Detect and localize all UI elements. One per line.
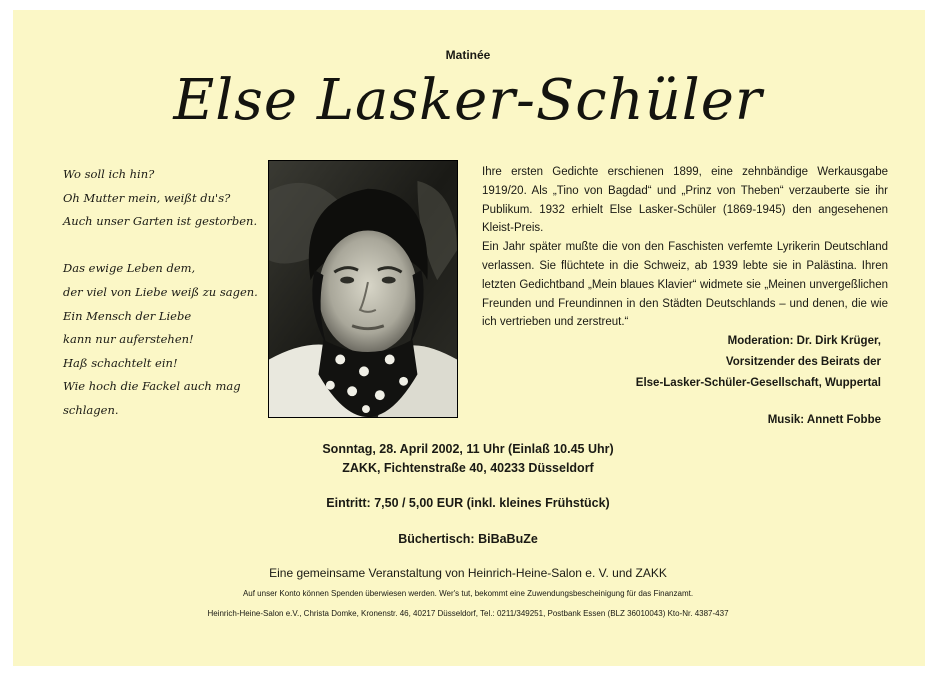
moderation-line: Else-Lasker-Schüler-Gesellschaft, Wuppertal [635,377,881,389]
donation-note: Auf unser Konto können Spenden überwiesen werden. Wer's tut, bekommt eine Zuwendungsbescheinigung für das Finanzamt. [242,589,694,598]
moderation-line: Vorsitzender des Beirats der [725,356,881,368]
poem-line: Wo soll ich hin? [63,167,155,181]
event-details [0,440,936,548]
footer [0,566,936,618]
bio-paragraph: Ein Jahr später mußte die von den Faschisten verfemte Lyrikerin Deutschland verlassen. Sie flüchtete in die Schweiz, ab 1939 lebte sie in Palästina. Ihren letzten Gedichtband „Mein blaues Klavier“ widmete sie „Meinen unvergeßlichen Freunden und Freundinnen in den Städten Deutschlands – und denen, die wie ich vertrieben und zerstreut.“ [482,241,888,329]
poem-line: kann nur auferstehen! [63,332,194,347]
event-date: Sonntag, 28. April 2002, 11 Uhr (Einlaß 10.45 Uhr) [322,442,614,456]
kicker-label: Matinée [445,48,491,62]
event-admission: Eintritt: 7,50 / 5,00 EUR (inkl. kleines Frühstück) [326,496,610,510]
event-booktable: Büchertisch: BiBaBuZe [398,531,538,546]
music-credit: Musik: Annett Fobbe [767,414,881,426]
contact-line: Heinrich-Heine-Salon e.V., Christa Domke, Kronenstr. 46, 40217 Düsseldorf, Tel.: 0211/349251, Postbank Essen (BLZ 36010043) Kto-Nr. 4387-437 [207,609,729,618]
poem [63,163,263,423]
poem-line: Ein Mensch der Liebe [63,308,192,323]
poem-line: Wie hoch die Fackel auch mag [63,379,241,394]
poem-line: Auch unser Garten ist gestorben. [63,214,258,229]
poem-line: der viel von Liebe weiß zu sagen. [63,284,258,299]
event-venue: ZAKK, Fichtenstraße 40, 40233 Düsseldorf [342,460,594,475]
biography-text [482,163,888,332]
poem-line: schlagen. [63,402,119,417]
organizers-line: Eine gemeinsame Veranstaltung von Heinrich-Heine-Salon e. V. und ZAKK [269,566,667,580]
poem-line: Das ewige Leben dem, [63,261,196,276]
moderation-line: Moderation: Dr. Dirk Krüger, [727,335,881,347]
portrait-photo [268,160,458,418]
poem-line: Oh Mutter mein, weißt du's? [63,190,231,205]
poem-line: Haß schachtelt ein! [63,355,178,370]
page-title: Else Lasker-Schüler [173,68,763,133]
credits-block [561,331,881,431]
bio-paragraph: Ihre ersten Gedichte erschienen 1899, eine zehnbändige Werkausgabe 1919/20. Als „Tino von Bagdad“ und „Prinz von Theben“ verzauberte sie ihr Publikum. 1932 erhielt Else Lasker-Schüler (1869-1945) den angesehenen Kleist-Preis. [482,166,888,235]
